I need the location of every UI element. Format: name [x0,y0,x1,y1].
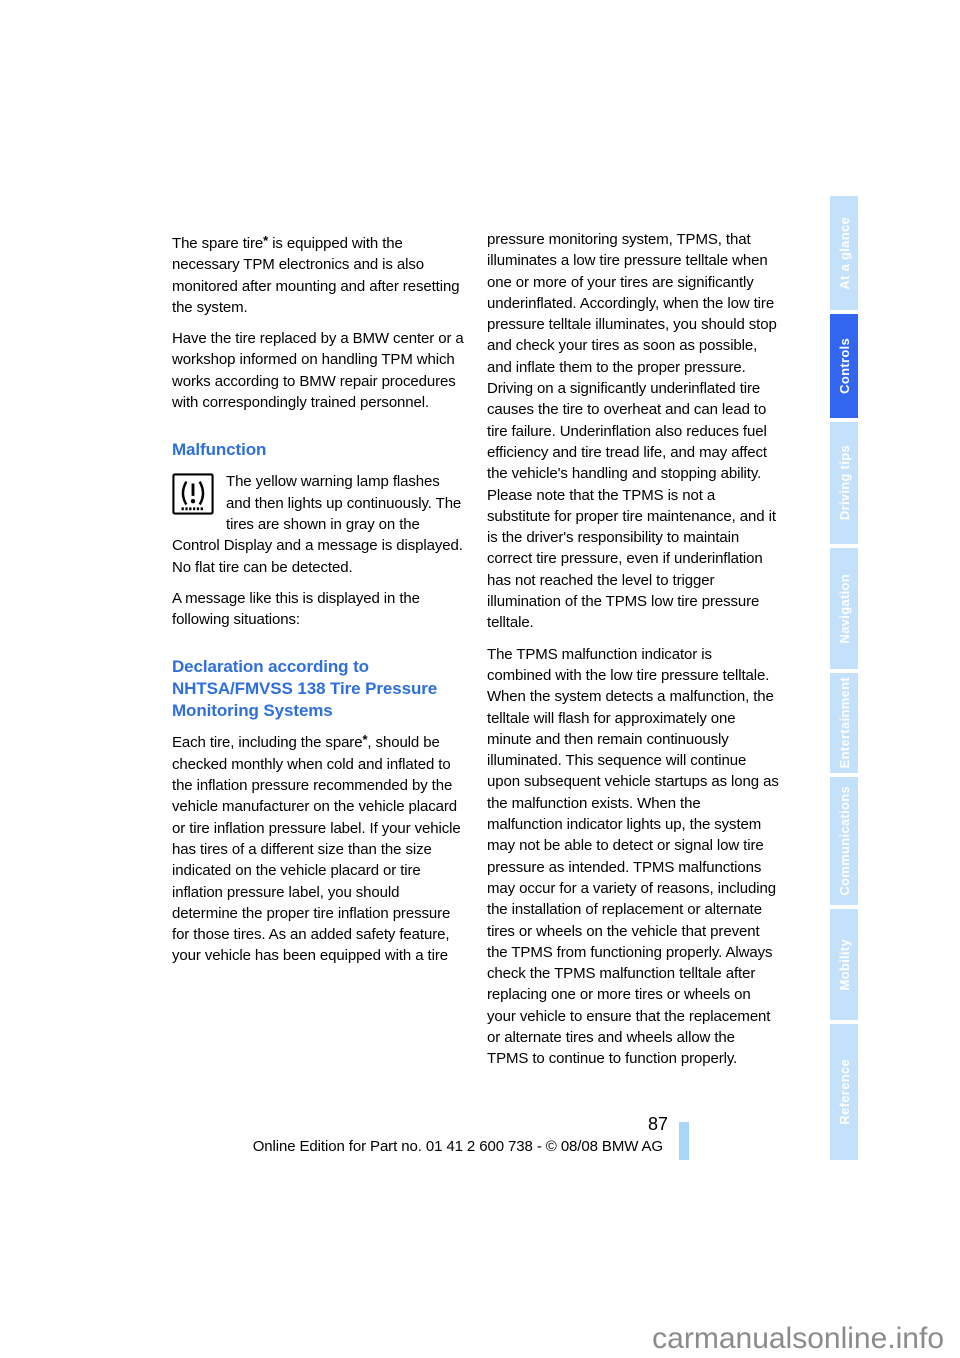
tab-label: Entertainment [836,677,852,769]
tab-label: Mobility [836,938,852,991]
tab-controls[interactable] [830,314,858,418]
tab-at-a-glance[interactable] [830,196,858,310]
paragraph [172,588,464,631]
tab-entertainment[interactable] [830,673,858,773]
right-column [487,229,779,1080]
left-column [172,229,464,977]
tab-label: Controls [836,338,852,394]
tab-label: Communications [836,786,852,896]
paragraph [172,328,464,413]
text-run: pressure monitoring system, TPMS, that illuminates a low tire pressure telltale when one or more of your tires are significantly underinflated. Accordingly, when the low tire pressure telltale illuminates, you should stop and check your tires as soon as possible, and inflate them to the proper pressure. Driving on a significantly underinflated tire causes the tire to overheat and can lead to tire failure. Underinflation also reduces fuel efficiency and tire tread life, and may affect the vehicle's handling and stopping ability. Please note that the TPMS is not a substitute for proper tire maintenance, and it is the driver's responsibility to maintain correct tire pressure, even if underinflation has not reached the level to trigger illumination of the TPMS low tire pressure telltale. [487,231,777,632]
icon-paragraph [172,471,464,577]
tab-reference[interactable] [830,1024,858,1160]
page-number: 87 [647,1114,668,1134]
footer-text: Online Edition for Part no. 01 41 2 600 738 - © 08/08 BMW AG [252,1138,663,1155]
tpm-warning-icon [172,473,214,515]
tab-label: Driving tips [836,445,852,521]
text-run: The TPMS malfunction indicator is combined with the low tire pressure telltale. When the system detects a malfunction, the telltale will flash for approximately one minute and then remain continuously illuminated. This sequence will continue upon subsequent vehicle startups as long as the malfunction exists. When the malfunction indicator lights up, the system may not be able to detect or signal low tire pressure as intended. TPMS malfunctions may occur for a variety of reasons, including the installation of replacement or alternate tires or wheels on the vehicle that prevent the TPMS from functioning properly. Always check the TPMS malfunction telltale after replacing one or more tires or wheels on your vehicle to ensure that the replacement or alternate tires and wheels allow the TPMS to continue to function properly. [487,645,779,1068]
tab-label: Reference [836,1059,852,1125]
watermark: carmanualsonline.info [652,1322,944,1355]
section-heading: Malfunction [172,440,267,460]
paragraph [172,732,464,966]
paragraph [172,233,464,318]
text-run: The yellow warning lamp flashes and then lights up continuously. The tires are shown in gray on the Control Display and a message is displayed. No flat tire can be detected. [172,473,463,576]
paragraph [487,644,779,1070]
footnote-asterisk: * [362,732,368,748]
footnote-asterisk: * [263,233,269,248]
text-run: , should be checked monthly when cold and inflated to the inflation pressure recommended by the vehicle manufacturer on the vehicle placard or tire inflation pressure label. If your vehicle has tires of a different size than the size indicated on the vehicle placard or tire inflation pressure label, you should determine the proper tire inflation pressure for those tires. As an added safety feature, your vehicle has been equipped with a tire [172,734,461,965]
tab-label: At a glance [836,216,852,290]
tab-driving-tips[interactable] [830,422,858,544]
tab-label: Navigation [836,573,852,644]
tab-communications[interactable] [830,777,858,905]
tab-navigation[interactable] [830,548,858,669]
text-run: The spare tire [172,235,264,252]
section-heading: Declaration according to NHTSA/FMVSS 138 Tire Pressure Monitoring Systems [172,657,438,721]
page-number-marker [679,1122,689,1160]
text-run: Each tire, including the spare [172,734,363,752]
text-run: A message like this is displayed in the following situations: [172,589,420,629]
text-run: is equipped with the necessary TPM electronics and is also monitored after mounting and after resetting the system. [172,235,460,316]
tab-mobility[interactable] [830,909,858,1020]
paragraph [487,229,779,634]
text-run: Have the tire replaced by a BMW center or a workshop informed on handling TPM which works according to BMW repair procedures with correspondingly trained personnel. [172,330,464,412]
